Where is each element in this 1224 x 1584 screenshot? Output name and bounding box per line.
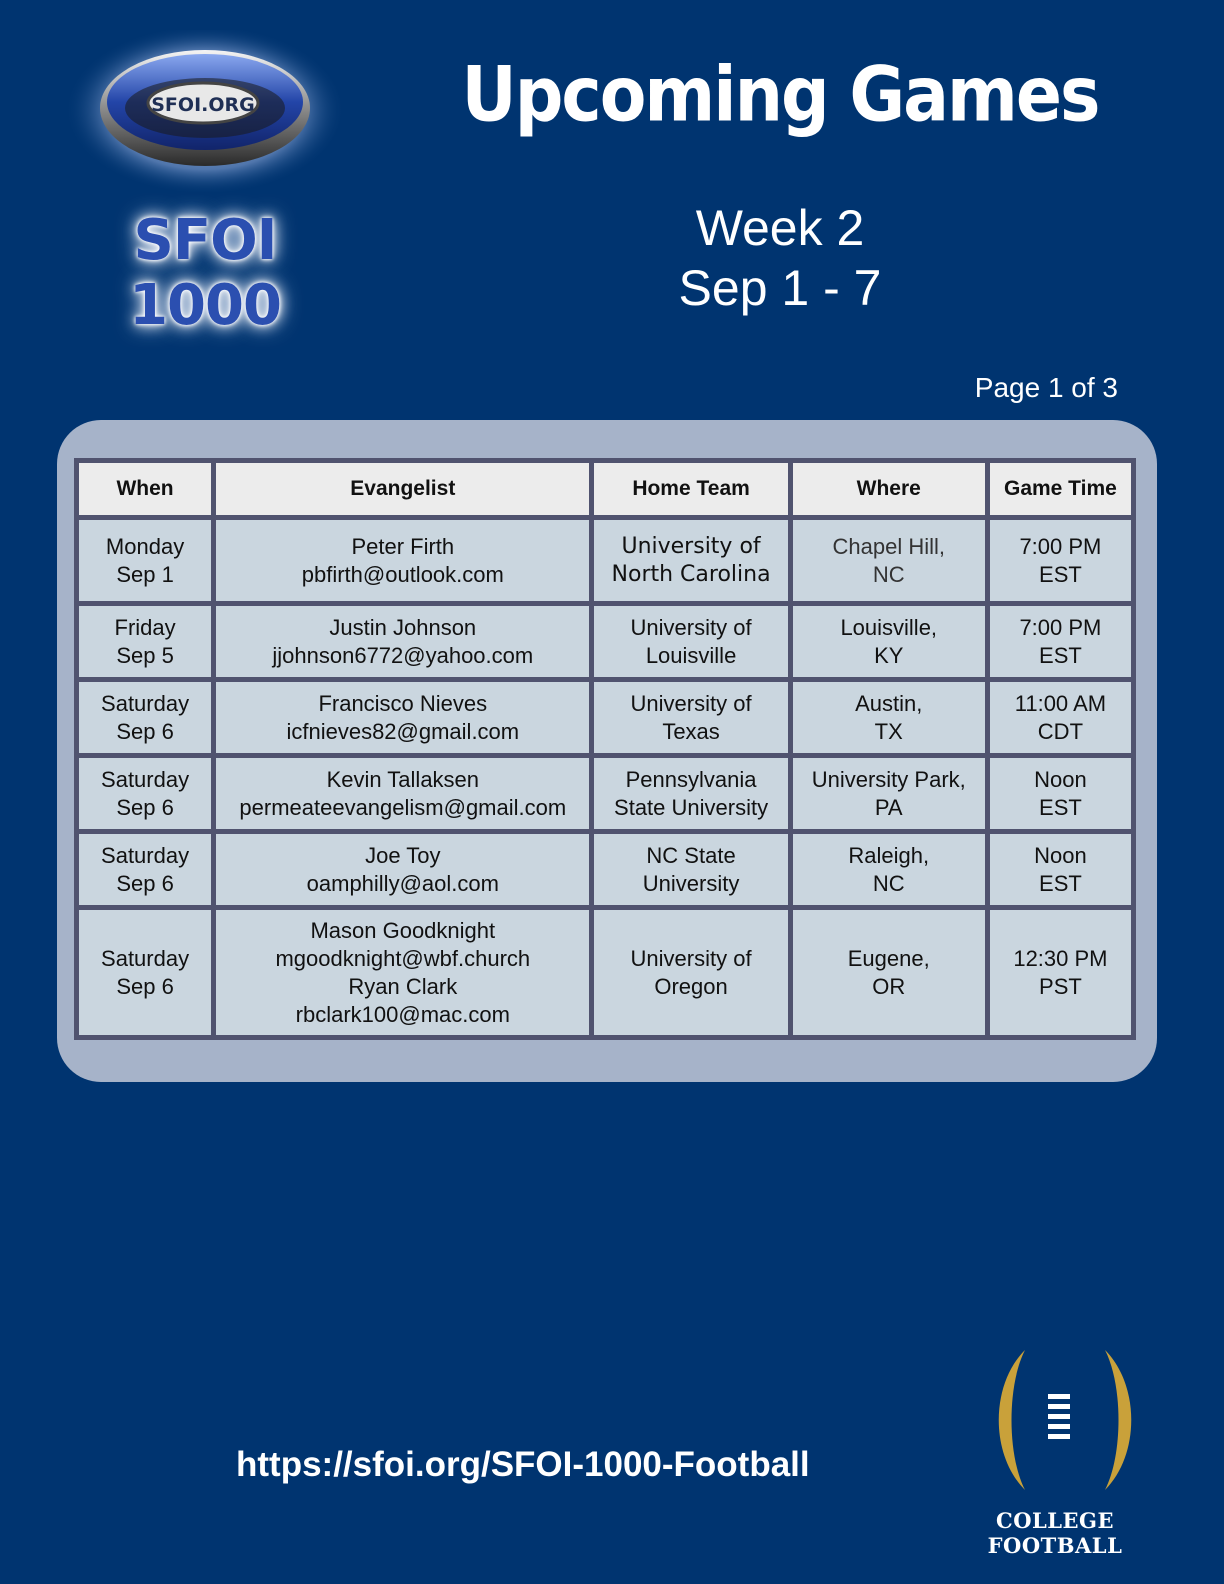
cell-home-team — [592, 832, 790, 908]
evangelist-name: Justin Johnson — [329, 614, 477, 640]
cell-evangelist — [214, 604, 592, 680]
evangelist-name: Joe Toy — [365, 842, 441, 868]
column-header-where: Where — [790, 461, 987, 518]
state-text: OR — [872, 973, 906, 999]
timezone-text: EST — [1039, 642, 1082, 668]
cell-home-team — [592, 908, 790, 1038]
evangelist-email: pbfirth@outlook.com — [301, 561, 504, 587]
cell-evangelist — [214, 518, 592, 604]
table-row — [77, 832, 1134, 908]
time-text: Noon — [1034, 766, 1087, 792]
time-text: 11:00 AM — [1014, 690, 1107, 716]
state-text: NC — [872, 561, 905, 587]
page-title: Upcoming Games — [461, 51, 1099, 140]
timezone-text: EST — [1039, 794, 1082, 820]
cell-game-time — [987, 518, 1133, 604]
table-row — [77, 518, 1134, 604]
evangelist-name: Francisco Nieves — [318, 690, 488, 716]
cell-home-team — [592, 680, 790, 756]
column-header-game-time: Game Time — [987, 461, 1133, 518]
team-line: University of — [630, 690, 752, 716]
sfoi-1000-brand: SFOI 1000 — [129, 208, 281, 338]
team-line: Oregon — [654, 973, 728, 999]
cell-when — [77, 756, 214, 832]
cell-game-time — [987, 604, 1133, 680]
evangelist-email: permeateevangelism@gmail.com — [239, 794, 567, 820]
team-line: State University — [614, 794, 769, 820]
table-row — [77, 680, 1134, 756]
table-row — [77, 756, 1134, 832]
cell-where — [790, 908, 987, 1038]
evangelist-name: Peter Firth — [351, 533, 455, 559]
city-text: University Park, — [811, 766, 966, 792]
cell-home-team — [592, 518, 790, 604]
team-line: University of — [630, 614, 752, 640]
page-indicator: Page 1 of 3 — [974, 372, 1118, 403]
time-text: 7:00 PM — [1019, 533, 1102, 559]
cell-evangelist — [214, 832, 592, 908]
evangelist-email: oamphilly@aol.com — [306, 870, 499, 896]
day-text: Saturday — [101, 945, 190, 971]
evangelist-email: rbclark100@mac.com — [295, 1001, 510, 1027]
evangelist-email: mgoodknight@wbf.church — [275, 945, 531, 971]
cell-when — [77, 908, 214, 1038]
time-text: 7:00 PM — [1019, 614, 1102, 640]
day-text: Friday — [114, 614, 176, 640]
state-text: KY — [874, 642, 904, 668]
college-football-label: COLLEGE FOOTBALL — [987, 1508, 1123, 1558]
evangelist-name: Mason Goodknight — [310, 917, 496, 943]
evangelist-email: jjohnson6772@yahoo.com — [272, 642, 534, 668]
evangelist-name: Kevin Tallaksen — [326, 766, 480, 792]
team-line: Louisville — [645, 642, 737, 668]
cell-home-team — [592, 604, 790, 680]
city-text: Austin, — [855, 690, 923, 716]
time-text: 12:30 PM — [1013, 945, 1108, 971]
cell-game-time — [987, 832, 1133, 908]
table-row — [77, 908, 1134, 1038]
day-text: Monday — [105, 533, 185, 559]
day-text: Saturday — [101, 842, 190, 868]
timezone-text: PST — [1039, 973, 1082, 999]
cell-when — [77, 680, 214, 756]
date-text: Sep 6 — [116, 870, 174, 896]
team-line: Pennsylvania — [625, 766, 757, 792]
team-line: University — [642, 870, 740, 896]
date-text: Sep 1 — [116, 561, 174, 587]
date-text: Sep 6 — [116, 718, 174, 744]
college-football-playoff-logo — [985, 1340, 1145, 1500]
column-header-when: When — [77, 461, 214, 518]
cell-evangelist — [214, 680, 592, 756]
day-text: Saturday — [101, 690, 190, 716]
schedule-table — [74, 458, 1136, 1040]
city-text: Louisville, — [840, 614, 938, 640]
sfoi-logo — [55, 30, 355, 338]
timezone-text: CDT — [1037, 718, 1084, 744]
table-row — [77, 604, 1134, 680]
cell-where — [790, 518, 987, 604]
state-text: TX — [874, 718, 903, 744]
sfoi-org-label: SFOI.ORG — [151, 94, 255, 116]
cfp-trophy-icon — [985, 1340, 1145, 1500]
team-line: Texas — [662, 718, 720, 744]
time-text: Noon — [1034, 842, 1087, 868]
cell-when — [77, 604, 214, 680]
evangelist-email: icfnieves82@gmail.com — [286, 718, 520, 744]
cell-evangelist — [214, 908, 592, 1038]
team-line: NC State — [646, 842, 736, 868]
date-text: Sep 6 — [116, 973, 174, 999]
footer-url-link[interactable]: https://sfoi.org/SFOI-1000-Football — [236, 1445, 810, 1484]
cell-where — [790, 680, 987, 756]
table-header-row — [77, 461, 1134, 518]
timezone-text: EST — [1039, 870, 1082, 896]
cell-where — [790, 756, 987, 832]
cell-where — [790, 604, 987, 680]
team-line: University of — [621, 533, 761, 559]
timezone-text: EST — [1039, 561, 1082, 587]
cell-home-team — [592, 756, 790, 832]
evangelist-name: Ryan Clark — [348, 973, 458, 999]
state-text: PA — [874, 794, 903, 820]
cell-game-time — [987, 908, 1133, 1038]
sfoi-ring-emblem — [55, 30, 355, 210]
date-text: Sep 6 — [116, 794, 174, 820]
team-line: University of — [630, 945, 752, 971]
date-text: Sep 5 — [116, 642, 174, 668]
day-text: Saturday — [101, 766, 190, 792]
city-text: Chapel Hill, — [832, 533, 945, 559]
cell-evangelist — [214, 756, 592, 832]
week-dates: Sep 1 - 7 — [678, 260, 882, 316]
week-heading — [580, 198, 980, 318]
state-text: NC — [872, 870, 905, 896]
city-text: Eugene, — [847, 945, 930, 971]
cell-where — [790, 832, 987, 908]
cell-when — [77, 832, 214, 908]
cell-game-time — [987, 680, 1133, 756]
cell-game-time — [987, 756, 1133, 832]
week-label: Week 2 — [695, 200, 865, 256]
column-header-home-team: Home Team — [592, 461, 790, 518]
column-header-evangelist: Evangelist — [214, 461, 592, 518]
cell-when — [77, 518, 214, 604]
team-line: North Carolina — [611, 561, 771, 587]
city-text: Raleigh, — [848, 842, 930, 868]
